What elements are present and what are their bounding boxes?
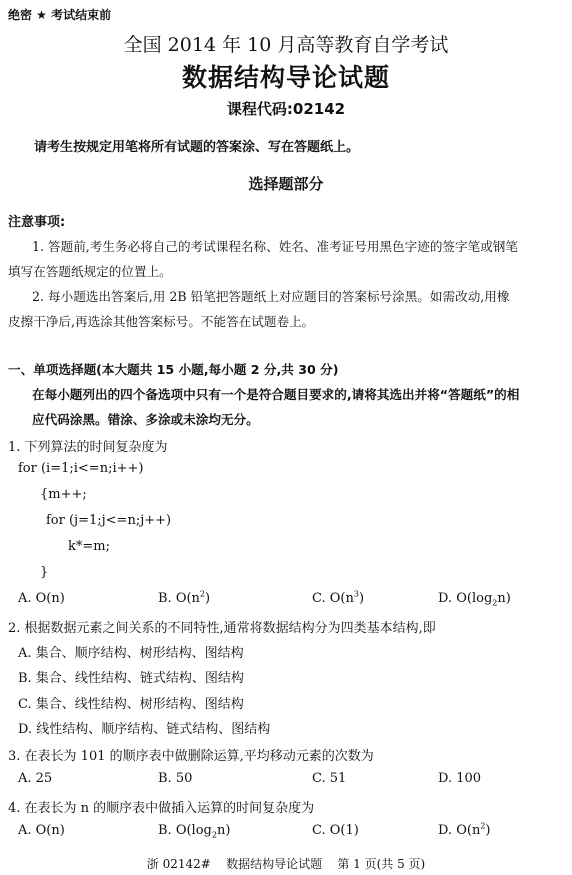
q3-stem: 3. 在表长为 101 的顺序表中做删除运算,平均移动元素的次数为 <box>8 749 374 764</box>
q3-option-d: D. 100 <box>438 771 482 786</box>
q1-option-c: C. $O(n^3)$ <box>312 589 365 606</box>
notes-heading: 注意事项: <box>8 215 66 230</box>
section-1-desc-line-1: 在每小题列出的四个备选项中只有一个是符合题目要求的,请将其选出并将“答题纸”的相 <box>32 387 520 402</box>
q4-stem: 4. 在表长为 n 的顺序表中做插入运算的时间复杂度为 <box>8 801 315 816</box>
general-instruction: 请考生按规定用笔将所有试题的答案涂、写在答题纸上。 <box>34 140 360 155</box>
q4-option-d: D. $O(n^2)$ <box>438 821 491 838</box>
q4-option-b: B. $O(\log_2n)$ <box>158 823 231 840</box>
confidential-label: 绝密 ★ 考试结束前 <box>8 8 112 22</box>
q1-option-d: D. $O(\log_2n)$ <box>438 591 511 608</box>
part-title: 选择题部分 <box>248 175 324 193</box>
q1-code-line: k*=m; <box>68 539 110 554</box>
q3-option-a: A. 25 <box>18 771 53 786</box>
paper-title: 数据结构导论试题 <box>181 63 390 92</box>
q3-option-b: B. 50 <box>158 771 193 786</box>
q2-option-d: D. 线性结构、顺序结构、链式结构、图结构 <box>18 722 271 737</box>
section-1-desc-line-2: 应代码涂黑。错涂、多涂或未涂均无分。 <box>32 412 259 427</box>
q1-code-line: } <box>40 565 49 580</box>
note-1-line-2: 填写在答题纸规定的位置上。 <box>8 264 172 279</box>
q1-option-b: B. $O(n^2)$ <box>158 589 211 606</box>
q1-code-line: for (j=1;j<=n;j++) <box>46 513 172 528</box>
note-2-line-2: 皮擦干净后,再选涂其他答案标号。不能答在试题卷上。 <box>8 314 315 329</box>
q2-stem: 2. 根据数据元素之间关系的不同特性,通常将数据结构分为四类基本结构,即 <box>8 621 436 636</box>
page-footer: 浙 02142# 数据结构导论试题 第 1 页(共 5 页) <box>146 857 426 871</box>
note-2-line-1: 2. 每小题选出答案后,用 2B 铅笔把答题纸上对应题目的答案标号涂黑。如需改动,用橡 <box>32 289 510 304</box>
q1-option-a: A. O(n) <box>18 591 65 606</box>
exam-title: 全国 2014 年 10 月高等教育自学考试 <box>123 34 449 56</box>
q2-option-c: C. 集合、线性结构、树形结构、图结构 <box>18 697 244 712</box>
q4-option-a: A. O(n) <box>18 823 65 838</box>
q1-code-line: for (i=1;i<=n;i++) <box>18 461 144 476</box>
q4-option-c: C. O(1) <box>312 823 359 838</box>
course-code: 课程代码:02142 <box>226 100 346 118</box>
note-1-line-1: 1. 答题前,考生务必将自己的考试课程名称、姓名、准考证号用黑色字迹的签字笔或钢笔 <box>32 239 518 254</box>
section-1-title: 一、单项选择题(本大题共 15 小题,每小题 2 分,共 30 分) <box>8 362 339 377</box>
q1-code-line: {m++; <box>40 487 87 502</box>
q3-option-c: C. 51 <box>312 771 347 786</box>
q2-option-b: B. 集合、线性结构、链式结构、图结构 <box>18 671 244 686</box>
q1-stem: 1. 下列算法的时间复杂度为 <box>8 440 168 455</box>
q2-option-a: A. 集合、顺序结构、树形结构、图结构 <box>18 646 244 661</box>
